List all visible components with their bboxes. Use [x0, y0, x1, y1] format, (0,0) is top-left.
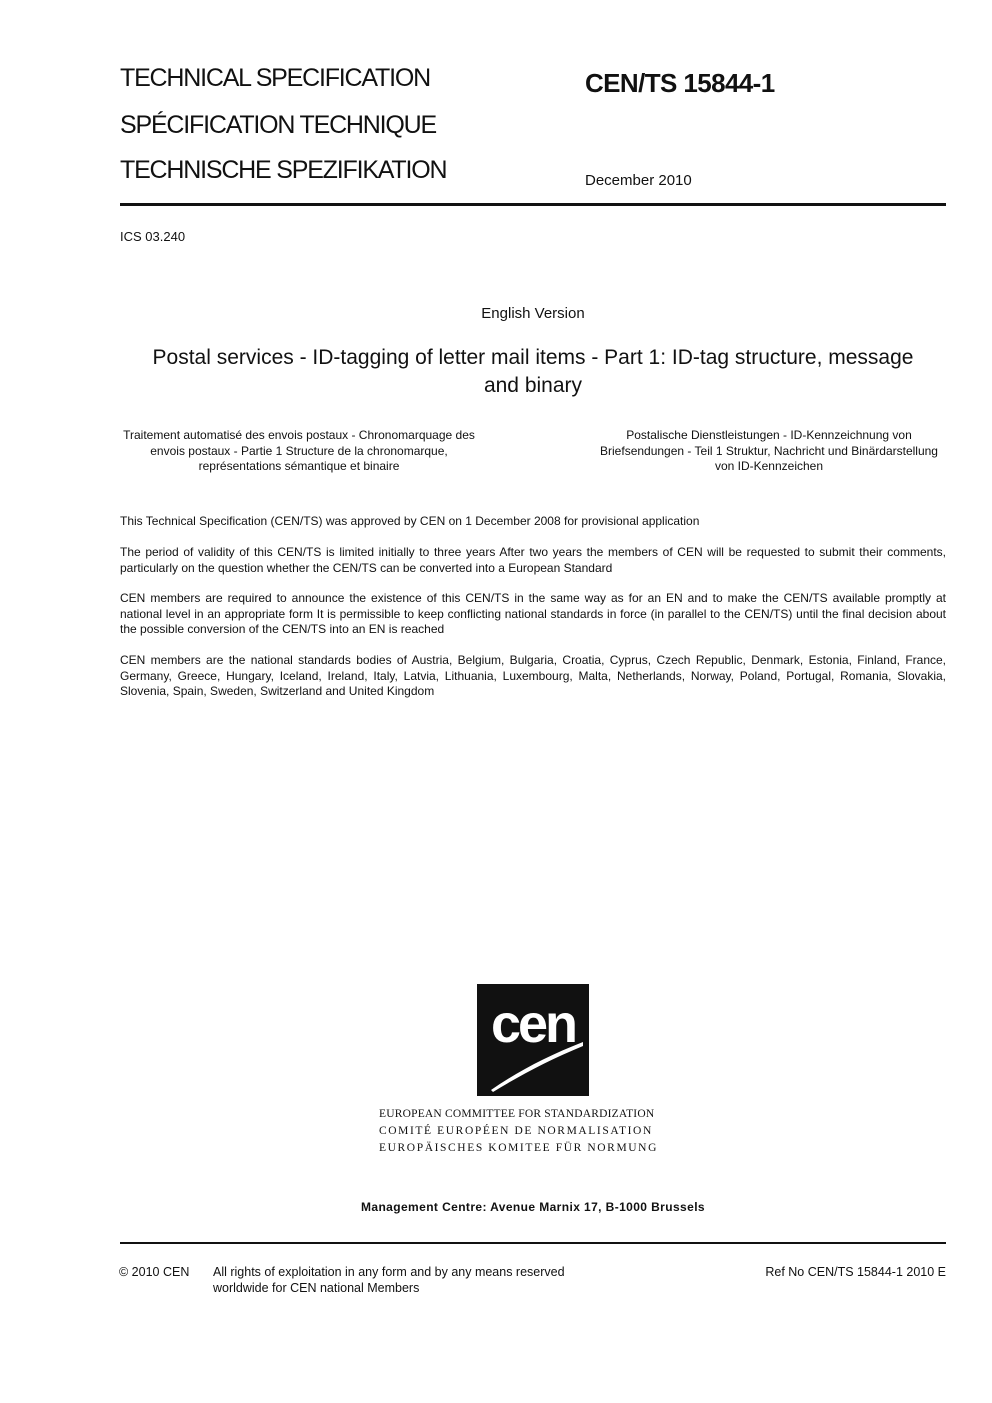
french-title: Traitement automatisé des envois postaux - Chronomarquage des envois postaux - Partie 1 Structure de la chronomarque, représentations sémantique et binaire [123, 428, 475, 473]
header-divider [120, 203, 946, 206]
german-title: Postalische Dienstleistungen - ID-Kennzeichnung von Briefsendungen - Teil 1 Struktur, Nachricht und Binärdarstellung von ID-Kennzeichen [600, 428, 938, 473]
members-paragraph: CEN members are the national standards bodies of Austria, Belgium, Bulgaria, Croatia, Cyprus, Czech Republic, Denmark, Estonia, Finland, France, Germany, Greece, Hungary, Iceland, Ireland, Italy, Latvia, Lithuania, Luxembourg, Malta, Netherlands, Norway, Poland, Portugal, Romania, Slovakia, Slovenia, Spain, Sweden, Switzerland and United Kingdom [120, 653, 946, 698]
committee-english: EUROPEAN COMMITTEE FOR STANDARDIZATION [379, 1108, 655, 1120]
approval-paragraph: This Technical Specification (CEN/TS) was approved by CEN on 1 December 2008 for provisional application [120, 514, 700, 528]
ics-code: ICS 03.240 [120, 229, 186, 244]
spec-title-german: TECHNISCHE SPEZIFIKATION [120, 156, 447, 184]
validity-paragraph: The period of validity of this CEN/TS is limited initially to three years After two years the members of CEN will be requested to submit their comments, particularly on the question whether the CEN/TS can be converted into a European Standard [120, 545, 946, 575]
announcement-paragraph: CEN members are required to announce the existence of this CEN/TS in the same way as for an EN and to make the CEN/TS available promptly at national level in an appropriate form It is permissible to keep conflicting national standards in force (in parallel to the CEN/TS) until the final decision about the possible conversion of the CEN/TS into an EN is reached [120, 591, 946, 636]
language-version: English Version [481, 305, 585, 322]
committee-german: EUROPÄISCHES KOMITEE FÜR NORMUNG [379, 1142, 658, 1154]
document-title: Postal services - ID-tagging of letter mail items - Part 1: ID-tag structure, message and binary [152, 346, 914, 397]
cen-logo-graphic [477, 984, 589, 1096]
publication-date: December 2010 [585, 172, 692, 189]
cen-logo-text: cen [490, 994, 576, 1054]
rights-line-2: worldwide for CEN national Members [213, 1281, 420, 1295]
footer-divider [120, 1242, 946, 1244]
rights-line-1: All rights of exploitation in any form and by any means reserved [213, 1265, 565, 1279]
cen-logo-icon [477, 984, 589, 1096]
management-centre: Management Centre: Avenue Marnix 17, B-1000 Brussels [360, 1200, 706, 1214]
copyright: © 2010 CEN [119, 1265, 190, 1279]
reference-number: Ref No CEN/TS 15844-1 2010 E [765, 1265, 946, 1279]
spec-title-english: TECHNICAL SPECIFICATION [120, 64, 430, 92]
document-number: CEN/TS 15844-1 [585, 68, 775, 98]
spec-title-french: SPÉCIFICATION TECHNIQUE [120, 111, 436, 139]
committee-french: COMITÉ EUROPÉEN DE NORMALISATION [379, 1125, 653, 1137]
